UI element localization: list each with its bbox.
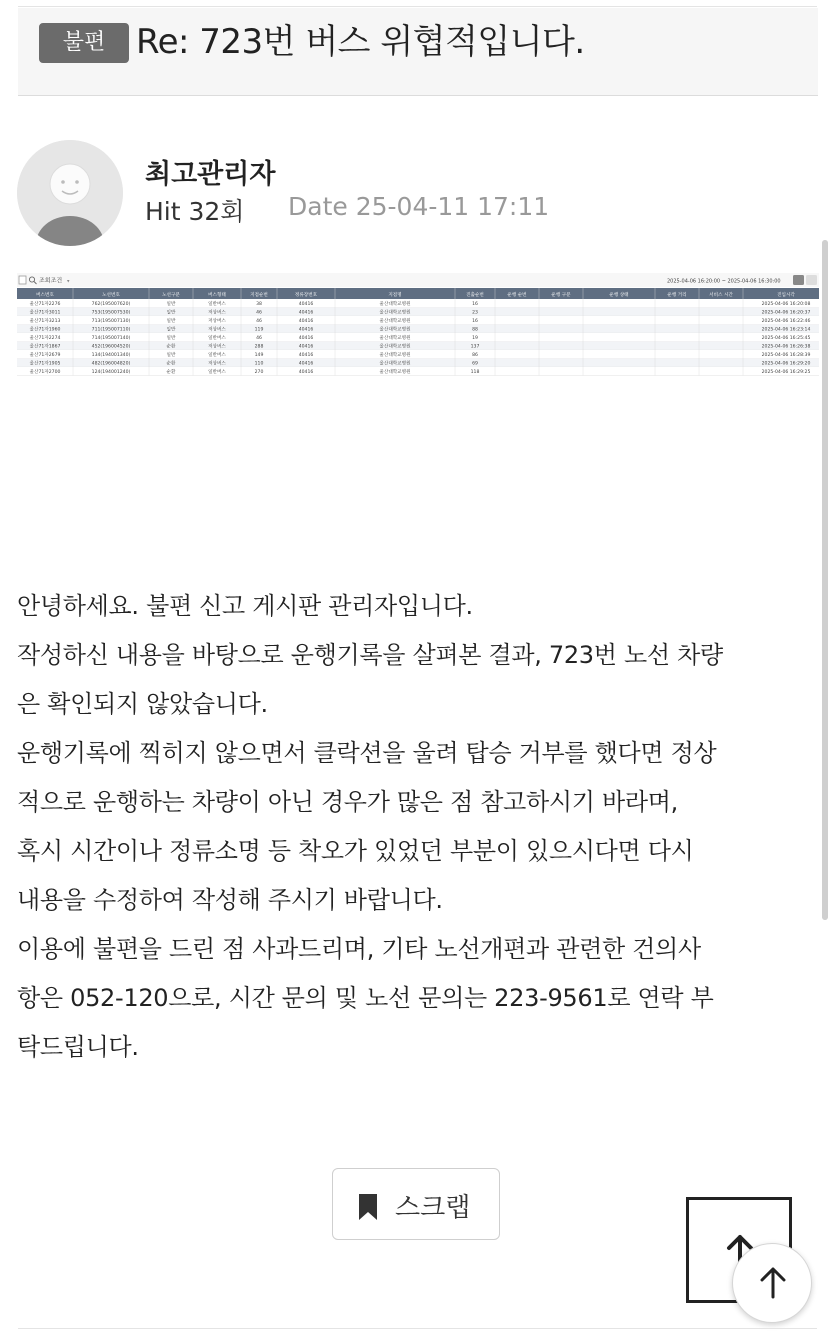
table-cell: 2025-04-06 16:25:45: [761, 336, 811, 342]
table-row: [17, 367, 819, 376]
arrow-up-icon: [757, 1266, 789, 1300]
table-row: [17, 299, 819, 308]
table-cell: 울산대학교병원: [379, 361, 411, 367]
table-cell: 69: [472, 361, 478, 367]
table-cell: 46: [256, 319, 262, 325]
table-cell: 울산71자1867: [29, 344, 61, 350]
author-name: 최고관리자: [145, 159, 276, 190]
table-cell: 137: [470, 344, 480, 350]
table-cell: 23: [472, 310, 478, 316]
post-date: Date 25-04-11 17:11: [288, 192, 550, 221]
table-cell: 118: [470, 370, 480, 376]
table-cell: 일반버스: [208, 353, 226, 359]
table-cell: 711(195007110): [91, 327, 131, 333]
table-cell: 일반: [166, 319, 176, 325]
table-cell: 일반: [166, 336, 176, 342]
table-cell: 713(195007130): [91, 319, 131, 325]
table-cell: 저상버스: [208, 310, 226, 316]
table-cell: 일반버스: [208, 370, 226, 376]
table-cell: 110: [254, 361, 264, 367]
scrollbar[interactable]: [822, 240, 828, 920]
table-cell: 19: [472, 336, 478, 342]
post-body-line: 항은 052-120으로, 시간 문의 및 노선 문의는 223-9561로 연락 부: [17, 984, 714, 1012]
table-cell: 288: [254, 344, 264, 350]
table-cell: 149: [254, 353, 264, 359]
default-avatar-icon: [17, 140, 123, 246]
table-cell: 울산71자1905: [29, 361, 61, 367]
table-checkbox: [19, 276, 26, 284]
table-cell: 40416: [298, 344, 314, 350]
table-cell: 울산71자3011: [29, 310, 61, 316]
table-row: [17, 350, 819, 359]
table-header-cell: 서비스 시간: [709, 292, 733, 298]
table-header-cell: 노선번호: [102, 292, 120, 298]
table-cell: 2025-04-06 16:20:37: [761, 310, 811, 316]
table-cell: 270: [254, 370, 264, 376]
table-button: [793, 275, 804, 285]
table-cell: 2025-04-06 16:22:46: [761, 319, 811, 325]
table-cell: 울산대학교병원: [379, 302, 411, 308]
date-range-text: 2025-04-06 16:20:00 ~ 2025-04-06 16:30:00: [667, 278, 781, 285]
table-button: [806, 275, 817, 285]
post-body-line: 은 확인되지 않았습니다.: [17, 690, 268, 718]
table-cell: 88: [472, 327, 478, 333]
table-cell: 일반: [166, 310, 176, 316]
table-cell: 울산71자2700: [29, 370, 61, 376]
table-cell: 40416: [298, 370, 314, 376]
table-cell: 124(194001240): [91, 370, 131, 376]
table-cell: 저상버스: [208, 319, 226, 325]
hit-count: Hit 32회: [145, 197, 245, 226]
table-cell: 일반: [166, 327, 176, 333]
post-meta: [145, 192, 550, 228]
table-cell: 40416: [298, 336, 314, 342]
table-cell: 울산71자2276: [29, 302, 61, 308]
table-cell: 울산71자2679: [29, 353, 61, 359]
bookmark-icon: [357, 1193, 379, 1221]
table-cell: 순환: [166, 370, 176, 376]
table-cell: 울산대학교병원: [379, 319, 411, 325]
scrap-button[interactable]: [332, 1168, 500, 1240]
table-cell: 울산대학교병원: [379, 344, 411, 350]
table-cell: 순환: [166, 344, 176, 350]
table-header-cell: 운행 구분: [551, 292, 571, 298]
table-cell: 753(195007530): [91, 310, 131, 316]
post-title: Re: 723번 버스 위협적입니다.: [136, 22, 585, 62]
post-body-line: 적으로 운행하는 차량이 아닌 경우가 많은 점 참고하시기 바라며,: [17, 788, 678, 816]
table-cell: 울산대학교병원: [379, 370, 411, 376]
avatar: [17, 140, 123, 246]
table-cell: 저상버스: [208, 344, 226, 350]
table-header-cell: 운행 상태: [609, 292, 629, 298]
table-cell: 울산대학교병원: [379, 310, 411, 316]
post-body-line: 운행기록에 찍히지 않으면서 클락션을 울려 탑승 거부를 했다면 정상: [17, 739, 717, 767]
category-badge: 불편: [39, 23, 129, 63]
table-cell: 일반버스: [208, 336, 226, 342]
post-body-line: 탁드립니다.: [17, 1033, 139, 1061]
top-divider: [18, 6, 817, 7]
table-cell: 일반버스: [208, 302, 226, 308]
table-header-bg: [17, 288, 819, 299]
table-row: [17, 333, 819, 342]
table-cell: 울산71자1960: [29, 327, 61, 333]
table-cell: 순환: [166, 361, 176, 367]
search-condition-label: 조회조건: [39, 277, 63, 285]
table-header-cell: 운행 거리: [667, 292, 687, 298]
table-cell: 울산71자2274: [29, 336, 61, 342]
table-cell: 762(195007620): [91, 302, 131, 308]
table-header-cell: 노선구분: [162, 292, 180, 298]
table-cell: 40416: [298, 302, 314, 308]
table-header-cell: 버스형태: [208, 292, 226, 298]
chevron-down-icon: ▾: [67, 278, 70, 285]
table-cell: 일반: [166, 302, 176, 308]
table-cell: 일반: [166, 353, 176, 359]
table-cell: 2025-04-06 16:26:38: [761, 344, 811, 350]
table-cell: 38: [256, 302, 262, 308]
table-cell: 16: [472, 302, 478, 308]
table-header-cell: 정류장번호: [294, 292, 318, 298]
post-body-line: 이용에 불편을 드린 점 사과드리며, 기타 노선개편과 관련한 건의사: [17, 935, 701, 963]
table-row: [17, 308, 819, 317]
table-cell: 16: [472, 319, 478, 325]
post-body: [17, 582, 819, 1072]
scroll-to-top-floating-button[interactable]: [732, 1243, 812, 1323]
table-row: [17, 342, 819, 351]
table-cell: 46: [256, 310, 262, 316]
post-title-bar: [18, 8, 818, 96]
table-cell: 2025-04-06 16:28:39: [761, 353, 811, 359]
scrap-label: 스크랩: [395, 1193, 471, 1223]
table-header-cell: 운행 순번: [507, 292, 527, 298]
post-body-line: 혹시 시간이나 정류소명 등 착오가 있었던 부분이 있으시다면 다시: [17, 837, 694, 865]
table-cell: 울산대학교병원: [379, 327, 411, 333]
post-body-line: 내용을 수정하여 작성해 주시기 바랍니다.: [17, 886, 443, 914]
table-cell: 2025-04-06 16:20:08: [761, 302, 811, 308]
scrollbar-thumb[interactable]: [822, 240, 828, 920]
table-cell: 저상버스: [208, 327, 226, 333]
table-cell: 40416: [298, 310, 314, 316]
table-cell: 40416: [298, 327, 314, 333]
table-cell: 울산71자3213: [29, 319, 61, 325]
table-cell: 2025-04-06 16:23:14: [761, 327, 811, 333]
table-header-cell: 진입시각: [777, 292, 795, 298]
table-cell: 134(194001340): [91, 353, 131, 359]
post-body-line: 안녕하세요. 불편 신고 게시판 관리자입니다.: [17, 592, 473, 620]
table-cell: 울산대학교병원: [379, 353, 411, 359]
table-cell: 119: [254, 327, 264, 333]
table-header-cell: 지점순번: [250, 292, 268, 298]
table-cell: 482(196004820): [91, 361, 131, 367]
table-cell: 40416: [298, 353, 314, 359]
table-cell: 40416: [298, 361, 314, 367]
bottom-divider: [18, 1328, 817, 1329]
table-header-cell: 진출순번: [466, 292, 484, 298]
table-cell: 40416: [298, 319, 314, 325]
table-cell: 2025-04-06 16:29:25: [761, 370, 811, 376]
table-cell: 452(196004520): [91, 344, 131, 350]
table-header-cell: 버스번호: [36, 292, 54, 298]
post-body-line: 작성하신 내용을 바탕으로 운행기록을 살펴본 결과, 723번 노선 차량: [17, 641, 723, 669]
bus-record-table: [17, 268, 819, 408]
table-cell: 울산대학교병원: [379, 336, 411, 342]
table-header-cell: 지점명: [388, 292, 402, 298]
table-cell: 2025-04-06 16:29:20: [761, 361, 811, 367]
table-cell: 86: [472, 353, 478, 359]
table-cell: 저상버스: [208, 361, 226, 367]
table-row: [17, 359, 819, 368]
attached-table-image: [17, 268, 819, 408]
table-row: [17, 325, 819, 334]
table-cell: 714(195007140): [91, 336, 131, 342]
table-row: [17, 316, 819, 325]
table-cell: 46: [256, 336, 262, 342]
